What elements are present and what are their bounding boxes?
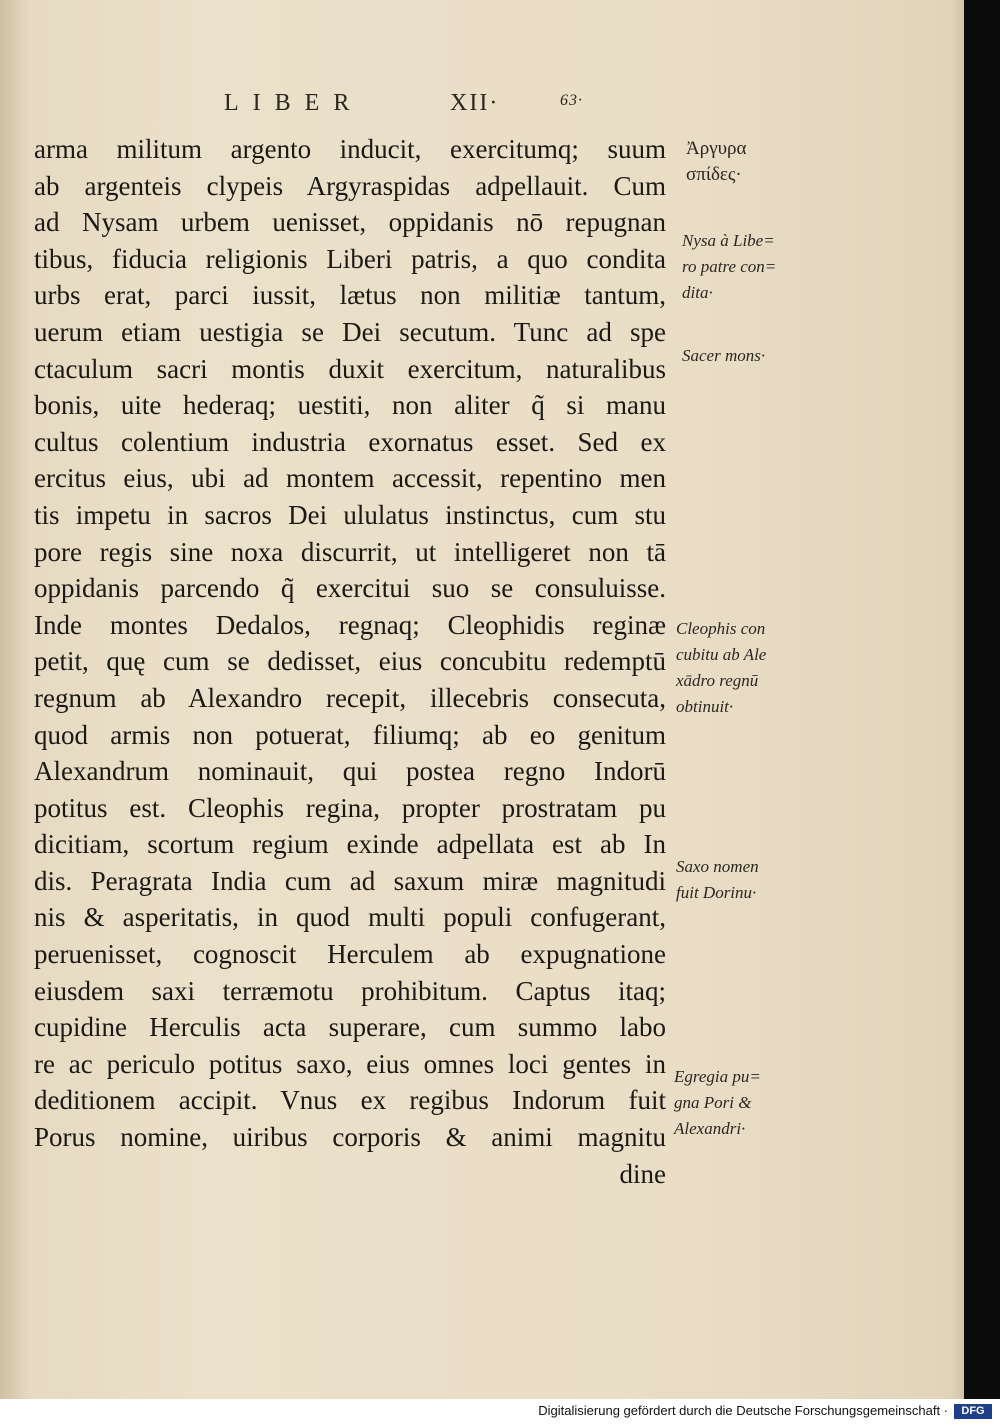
text-line: tis impetu in sacros Dei ululatus instinctus, cum stu bbox=[34, 499, 666, 530]
running-head-title: LIBER bbox=[224, 90, 364, 116]
catchword: dine bbox=[619, 1158, 666, 1189]
funding-credit: Digitalisierung gefördert durch die Deutsche Forschungsgemeinschaft · bbox=[538, 1403, 948, 1418]
marginal-line: Alexandri· bbox=[674, 1119, 746, 1138]
text-line: Porus nomine, uiribus corporis & animi magnitu bbox=[34, 1122, 666, 1153]
text-line: regnum ab Alexandro recepit, illecebris consecuta, bbox=[34, 682, 666, 713]
text-line: cultus colentium industria exornatus esset. Sed ex bbox=[34, 426, 666, 457]
folio-number: 63· bbox=[560, 92, 583, 109]
text-line: eiusdem saxi terræmotu prohibitum. Captus itaq; bbox=[34, 975, 666, 1006]
text-line: Alexandrum nominauit, qui postea regno Indorū bbox=[34, 756, 666, 787]
text-line: bonis, uite hederaq; uestiti, non aliter q̃ si manu bbox=[34, 390, 666, 421]
marginal-line: cubitu ab Ale bbox=[676, 645, 767, 664]
page-edge-shadow bbox=[964, 0, 1000, 1399]
text-line: dis. Peragrata India cum ad saxum miræ magnitudi bbox=[34, 865, 666, 896]
text-line: ad Nysam urbem uenisset, oppidanis nō repugnan bbox=[34, 207, 666, 238]
text-line: re ac periculo potitus saxo, eius omnes loci gentes in bbox=[34, 1048, 666, 1079]
text-line: uerum etiam uestigia se Dei secutum. Tunc ad spe bbox=[34, 316, 666, 347]
marginal-line: obtinuit· bbox=[676, 697, 734, 716]
text-line: dicitiam, scortum regium exinde adpellata est ab In bbox=[34, 829, 666, 860]
text-line: ctaculum sacri montis duxit exercitum, naturalibus bbox=[34, 353, 666, 384]
marginal-line: gna Pori & bbox=[674, 1093, 752, 1112]
marginal-line: fuit Dorinu· bbox=[676, 883, 757, 902]
marginal-line: Nysa à Libe= bbox=[682, 231, 775, 250]
text-line: Inde montes Dedalos, regnaq; Cleophidis reginæ bbox=[34, 609, 666, 640]
running-head bbox=[210, 90, 630, 120]
text-line: deditionem accipit. Vnus ex regibus Indorum fuit bbox=[34, 1085, 666, 1116]
text-line: ab argenteis clypeis Argyraspidas adpellauit. Cum bbox=[34, 170, 666, 201]
running-head-book-number: XII· bbox=[450, 90, 500, 116]
marginal-note-saxo bbox=[676, 854, 759, 906]
body-text bbox=[34, 131, 666, 1192]
marginal-line: ro patre con= bbox=[682, 257, 777, 276]
text-line: arma militum argento inducit, exercitumq; suum bbox=[34, 134, 666, 164]
text-line: tibus, fiducia religionis Liberi patris, a quo condita bbox=[34, 243, 666, 274]
footer-bar bbox=[0, 1399, 1000, 1424]
marginal-line: xādro regnū bbox=[676, 671, 759, 690]
text-line: nis & asperitatis, in quod multi populi confugerant, bbox=[34, 902, 666, 933]
marginal-line: Sacer mons· bbox=[682, 346, 766, 365]
marginal-note-nysa bbox=[682, 228, 776, 306]
marginal-line: dita· bbox=[682, 283, 713, 302]
text-line: cupidine Herculis acta superare, cum summo labo bbox=[34, 1012, 666, 1043]
text-line: peruenisset, cognoscit Herculem ab expugnatione bbox=[34, 939, 666, 970]
marginal-note-cleophis bbox=[676, 616, 766, 720]
marginal-line: Cleophis con bbox=[676, 619, 766, 638]
text-line: oppidanis parcendo q̃ exercitui suo se consuluisse. bbox=[34, 573, 666, 604]
dfg-logo: DFG bbox=[954, 1404, 992, 1419]
marginal-note-greek bbox=[686, 136, 746, 188]
marginal-note-sacer-mons bbox=[682, 343, 765, 369]
marginal-line: Egregia pu= bbox=[674, 1067, 761, 1086]
text-line: ercitus eius, ubi ad montem accessit, repentino men bbox=[34, 463, 666, 494]
marginal-line: σπίδες· bbox=[686, 164, 742, 185]
text-line: petit, quę cum se dedisset, eius concubitu redemptū bbox=[34, 646, 666, 677]
text-line: potitus est. Cleophis regina, propter prostratam pu bbox=[34, 792, 666, 823]
marginal-line: Ἀργυρα bbox=[686, 138, 747, 159]
marginal-note-egregia-pugna bbox=[674, 1064, 761, 1142]
marginal-line: Saxo nomen bbox=[676, 857, 759, 876]
text-line: urbs erat, parci iussit, lætus non militiæ tantum, bbox=[34, 280, 666, 311]
text-line: pore regis sine noxa discurrit, ut intelligeret non tā bbox=[34, 536, 666, 567]
text-line: quod armis non potuerat, filiumq; ab eo genitum bbox=[34, 719, 666, 750]
